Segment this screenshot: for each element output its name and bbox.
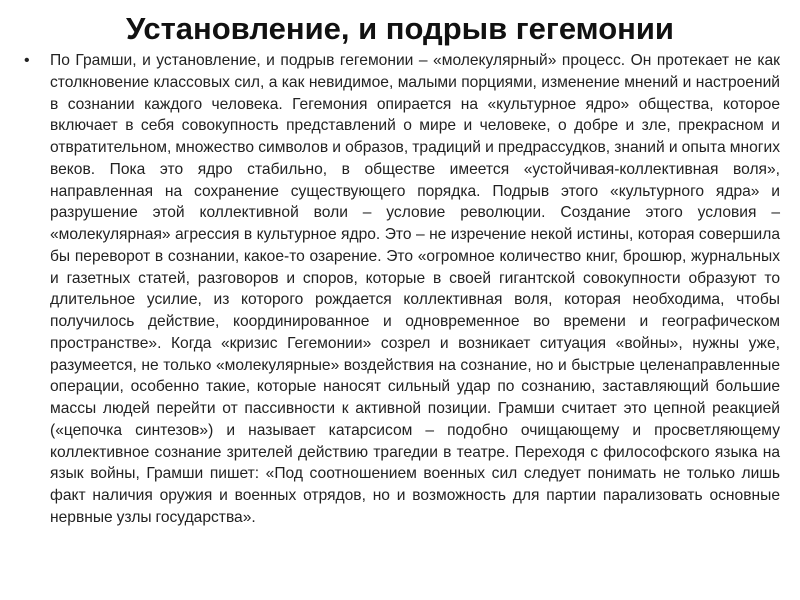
bullet-point-icon: •	[24, 52, 30, 69]
bullet-item	[24, 50, 780, 529]
slide-title: Установление, и подрыв гегемонии	[126, 11, 674, 46]
slide-content	[24, 50, 780, 529]
bullet-body-text: По Грамши, и установление, и подрыв гегемонии – «молекулярный» процесс. Он протекает не как столкновение классовых сил, а как невидимое, малыми порциями, изменение мнений и настроений в сознании каждого человека. Гегемония опирается на «культурное ядро» общества, которое включает в себя совокупность представлений о мире и человеке, о добре и зле, прекрасном и отвратительном, множество символов и образов, традиций и предрассудков, знаний и опыта многих веков. Пока это ядро стабильно, в обществе имеется «устойчивая-коллективная воля», направленная на сохранение существующего порядка. Подрыв этого «культурного ядра» и разрушение этой коллективной воли – условие революции. Создание этого условия – «молекулярная» агрессия в культурное ядро. Это – не изречение некой истины, которая совершила бы переворот в сознании, какое-то озарение. Это «огромное количество книг, брошюр, журнальных и газетных статей, разговоров и споров, которые в своей гигантской совокупности образуют то длительное усилие, из которого рождается коллективная воля, которая необходима, чтобы получилось действие, координированное и одновременное во времени и географическом пространстве». Когда «кризис Гегемонии» созрел и возникает ситуация «войны», нужны уже, разумеется, не только «молекулярные» воздействия на сознание, но и быстрые целенаправленные операции, особенно такие, которые наносят сильный удар по сознанию, заставляющий большие массы людей перейти от пассивности к активной позиции. Грамши считает это цепной реакцией («цепочка синтезов») и называет катарсисом – подобно очищающему и просветляющему коллективное сознание зрителей действию трагедии в театре. Переходя с философского языка на язык войны, Грамши пишет: «Под соотношением военных сил следует понимать не только лишь факт наличия оружия и военных отрядов, но и возможность для партии парализовать основные нервные узлы государства».	[50, 52, 780, 526]
